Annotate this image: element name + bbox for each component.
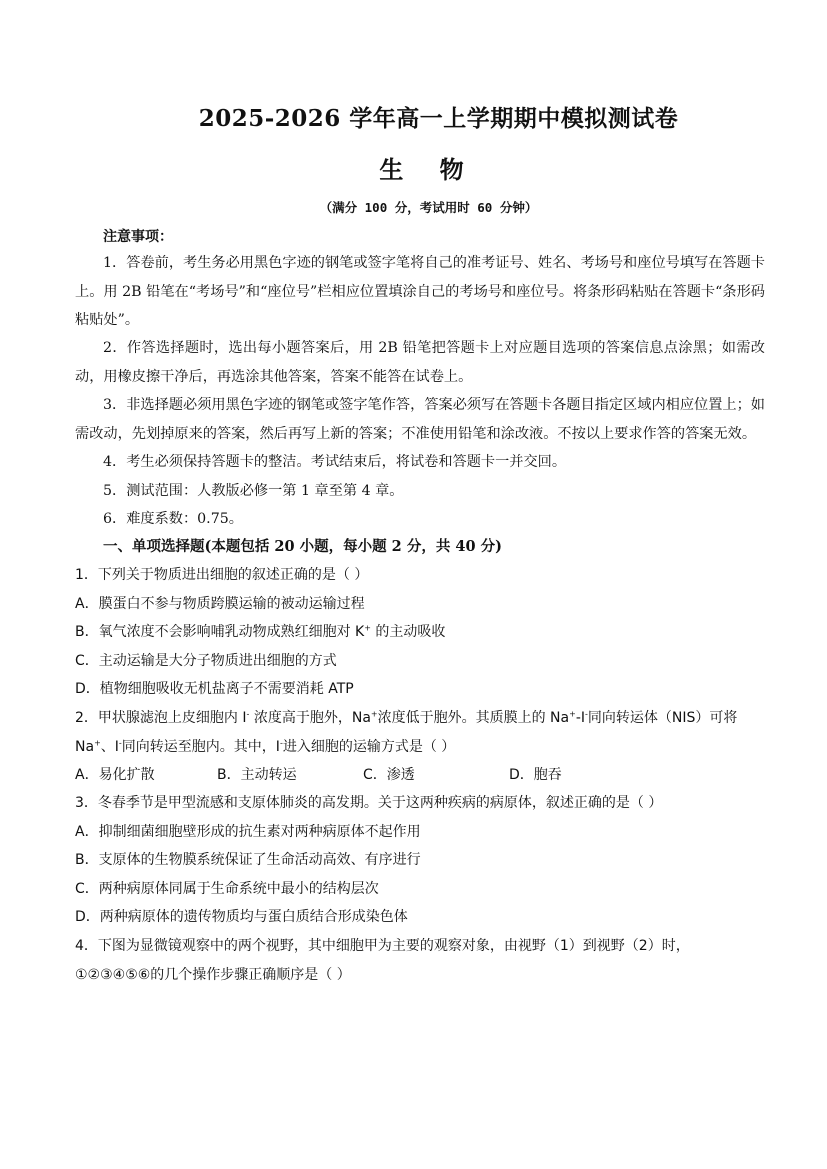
question-stem: 3．冬春季节是甲型流感和支原体肺炎的高发期。关于这两种疾病的病原体，叙述正确的是（ ） xyxy=(75,795,663,811)
stem-text: 浓度高于胞外，Na xyxy=(249,710,371,726)
question-4 xyxy=(75,932,765,989)
stem-text: Na xyxy=(75,738,95,755)
superscript: + xyxy=(94,737,101,747)
option-b: B．主动转运 xyxy=(217,767,297,783)
notice-item-1: 1．答卷前，考生务必用黑色字迹的钢笔或签字笔将自己的准考证号、姓名、考场号和座位号填写在答题卡上。用 2B 铅笔在“考场号”和“座位号”栏相应位置填涂自己的考场号和座位号。将条形码粘贴在答题卡“条形码粘贴处”。 xyxy=(75,255,765,328)
option-text: B．氧气浓度不会影响哺乳动物成熟红细胞对 K xyxy=(75,624,365,640)
notice-item-5: 5．测试范围：人教版必修一第 1 章至第 4 章。 xyxy=(103,483,404,499)
option-c: C．渗透 xyxy=(363,767,415,783)
option-b: B．支原体的生物膜系统保证了生命活动高效、有序进行 xyxy=(75,852,421,868)
question-stem-line-2 xyxy=(75,733,765,762)
exam-meta: （满分 100 分，考试用时 60 分钟） xyxy=(319,200,538,215)
option-d: D．胞吞 xyxy=(509,767,562,783)
option-a: A．易化扩散 xyxy=(75,767,155,783)
option-text-tail: 的主动吸收 xyxy=(370,624,446,640)
option-a: A．抑制细菌细胞壁形成的抗生素对两种病原体不起作用 xyxy=(75,823,421,840)
stem-text: 同向转运体（NIS）可将 xyxy=(587,710,738,726)
options-row xyxy=(75,761,765,790)
subject-title: 生 物 xyxy=(379,155,478,184)
notice-heading: 注意事项： xyxy=(103,229,173,245)
superscript: - xyxy=(246,709,250,719)
notice-item-6: 6．难度系数：0.75。 xyxy=(103,511,243,527)
option-c: C．主动运输是大分子物质进出细胞的方式 xyxy=(75,652,337,669)
superscript: - xyxy=(118,737,122,747)
superscript: - xyxy=(585,709,588,719)
notice-item-4: 4．考生必须保持答题卡的整洁。考试结束后，将试卷和答题卡一并交回。 xyxy=(103,454,567,470)
question-stem-line-1: 4．下图为显微镜观察中的两个视野，其中细胞甲为主要的观察对象，由视野（1）到视野（2）时， xyxy=(75,938,690,954)
question-stem-line-2: ①②③④⑤⑥的几个操作步骤正确顺序是（ ） xyxy=(75,966,351,983)
question-stem-line-1 xyxy=(75,704,765,733)
stem-text: 2．甲状腺滤泡上皮细胞内 I xyxy=(75,710,247,726)
superscript: - xyxy=(279,737,283,747)
stem-text: 浓度低于胞外。其质膜上的 Na xyxy=(377,710,570,726)
option-d: D．植物细胞吸收无机盐离子不需要消耗 ATP xyxy=(75,681,354,697)
section-heading: 一、单项选择题(本题包括 20 小题，每小题 2 分，共 40 分) xyxy=(103,538,502,555)
superscript: + xyxy=(370,709,378,719)
stem-text: 进入细胞的运输方式是（ ） xyxy=(282,738,456,755)
option-a: A．膜蛋白不参与物质跨膜运输的被动运输过程 xyxy=(75,595,365,612)
notice-item-3: 3．非选择题必须用黑色字迹的钢笔或签字笔作答，答案必须写在答题卡各题目指定区域内相应位置上；如需改动，先划掉原来的答案，然后再写上新的答案；不准使用铅笔和涂改液。不按以上要求作答的答案无效。 xyxy=(75,397,765,442)
option-b xyxy=(75,618,765,647)
stem-text: 、I xyxy=(100,738,119,755)
question-stem: 1．下列关于物质进出细胞的叙述正确的是（ ） xyxy=(75,567,369,583)
stem-text: -I xyxy=(575,710,586,726)
question-3 xyxy=(75,789,765,932)
question-1 xyxy=(75,561,765,704)
option-c: C．两种病原体同属于生命系统中最小的结构层次 xyxy=(75,880,379,897)
stem-text: 同向转运至胞内。其中，I xyxy=(121,738,280,755)
exam-title: 2025-2026 学年高一上学期期中模拟测试卷 xyxy=(198,105,679,132)
superscript: + xyxy=(569,709,576,719)
superscript: + xyxy=(364,623,371,633)
option-d: D．两种病原体的遗传物质均与蛋白质结合形成染色体 xyxy=(75,909,408,925)
notice-item-2: 2．作答选择题时，选出每小题答案后，用 2B 铅笔把答题卡上对应题目选项的答案信息点涂黑；如需改动，用橡皮擦干净后，再选涂其他答案，答案不能答在试卷上。 xyxy=(75,340,765,385)
question-2 xyxy=(75,704,765,790)
